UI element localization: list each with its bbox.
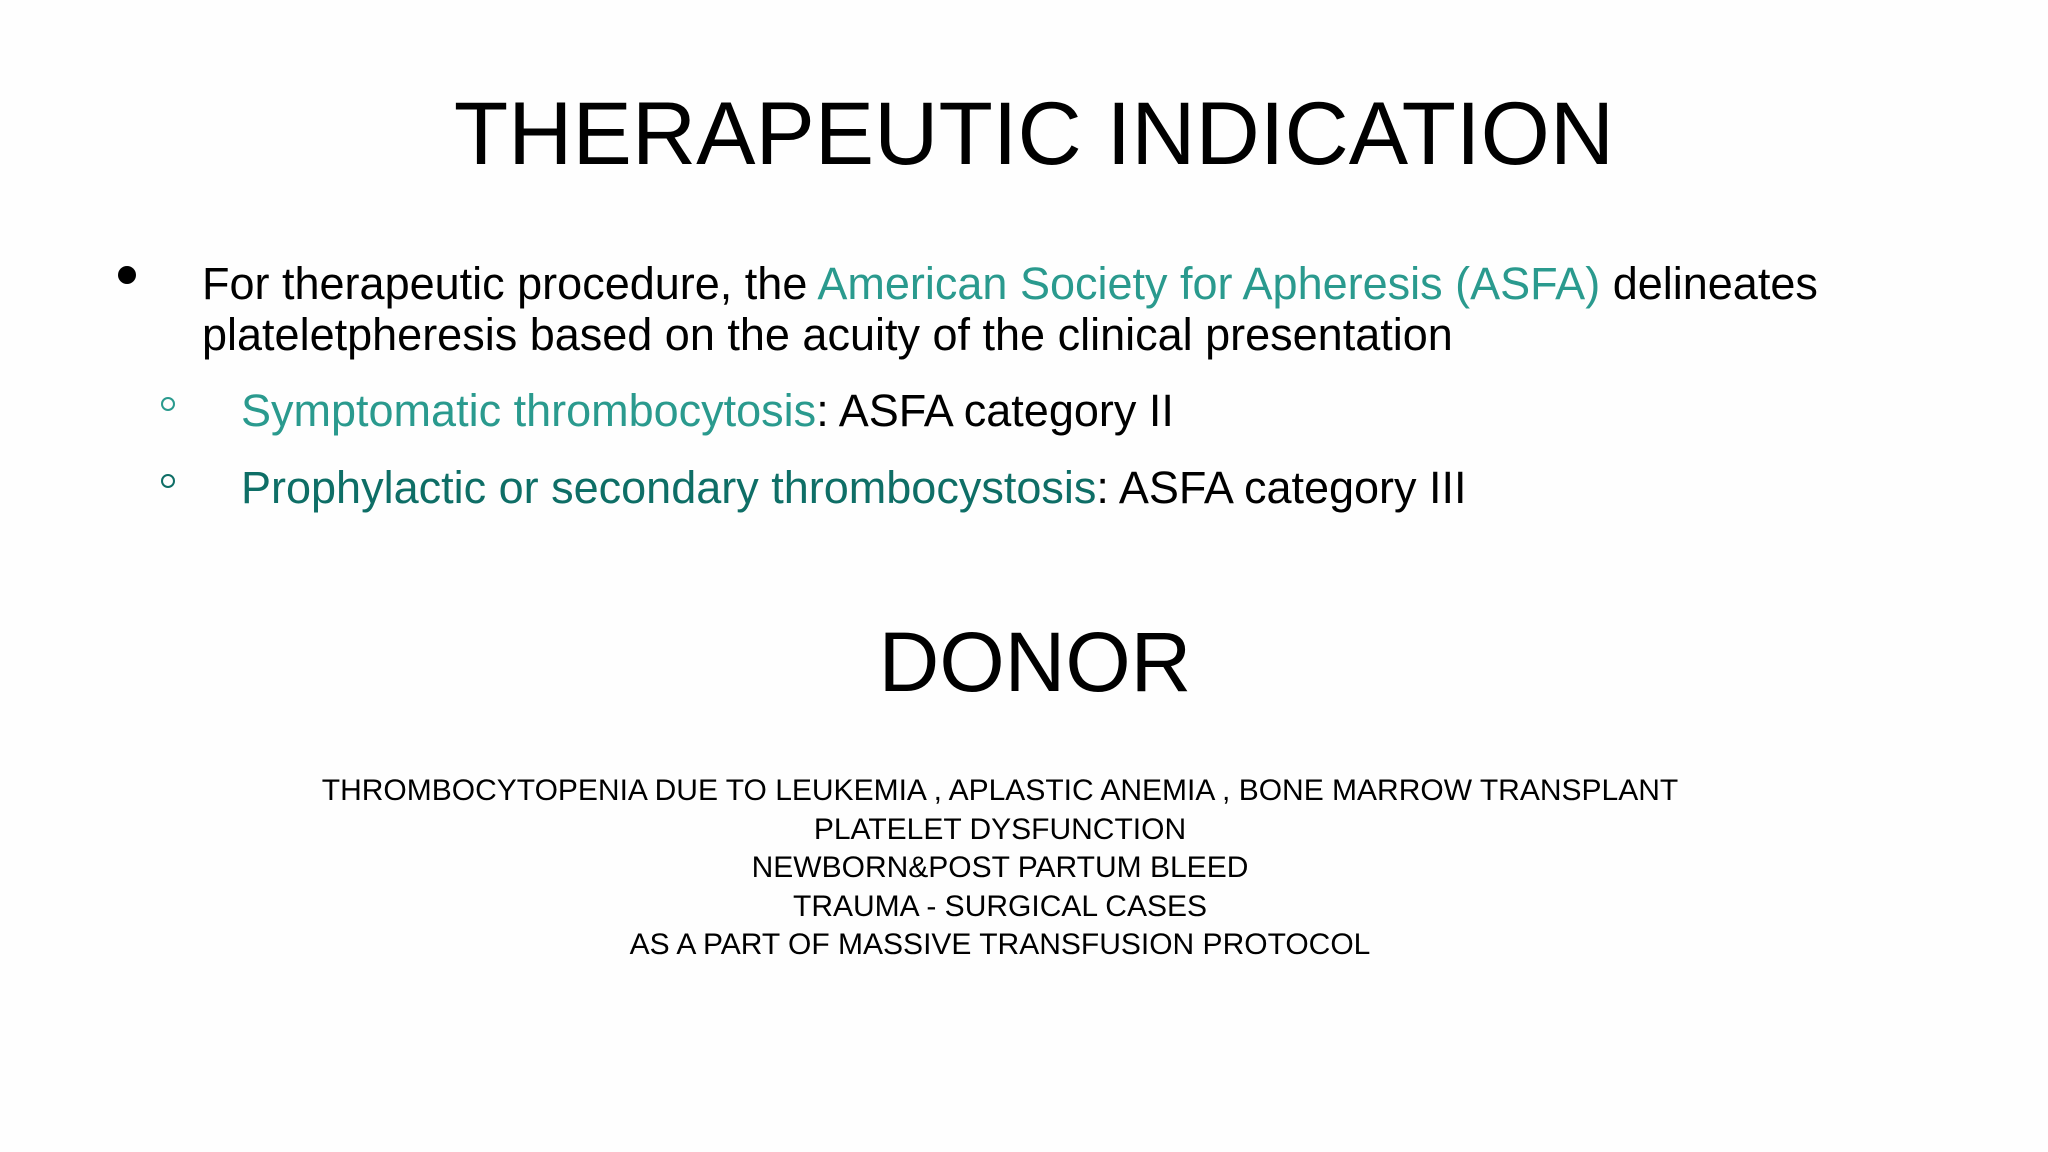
sub-bullet-rest: : ASFA category II xyxy=(816,385,1174,436)
asfa-highlight: American Society for Apheresis (ASFA) xyxy=(817,258,1601,309)
ring-bullet-icon xyxy=(161,474,175,488)
donor-list-item: AS A PART OF MASSIVE TRANSFUSION PROTOCOL xyxy=(629,928,1371,961)
donor-title: DONOR xyxy=(878,615,1192,709)
donor-list-item: PLATELET DYSFUNCTION xyxy=(813,812,1187,846)
sub-bullet-prophylactic xyxy=(241,460,1467,516)
main-bullet-text-before: For therapeutic procedure, the xyxy=(202,258,818,309)
main-bullet-text-after: delineates plateletpheresis based on the acuity of the clinical presentation xyxy=(202,258,1818,360)
sub-bullet-rest: : ASFA category III xyxy=(1096,462,1467,513)
donor-list-item: NEWBORN&POST PARTUM BLEED xyxy=(751,851,1249,884)
donor-list xyxy=(0,772,2000,965)
slide-title: THERAPEUTIC INDICATION xyxy=(453,83,1615,183)
sub-bullet-symptomatic xyxy=(241,383,1174,439)
main-bullet-text xyxy=(202,258,1922,360)
sub-bullet-highlight: Symptomatic thrombocytosis xyxy=(241,385,817,436)
ring-bullet-icon xyxy=(161,397,175,411)
donor-list-item: TRAUMA - SURGICAL CASES xyxy=(793,889,1207,923)
sub-bullet-highlight: Prophylactic or secondary thrombocystosis xyxy=(241,462,1097,513)
donor-list-item: THROMBOCYTOPENIA DUE TO LEUKEMIA , APLASTIC ANEMIA , BONE MARROW TRANSPLANT xyxy=(321,774,1679,807)
filled-circle-bullet-icon xyxy=(118,266,136,284)
